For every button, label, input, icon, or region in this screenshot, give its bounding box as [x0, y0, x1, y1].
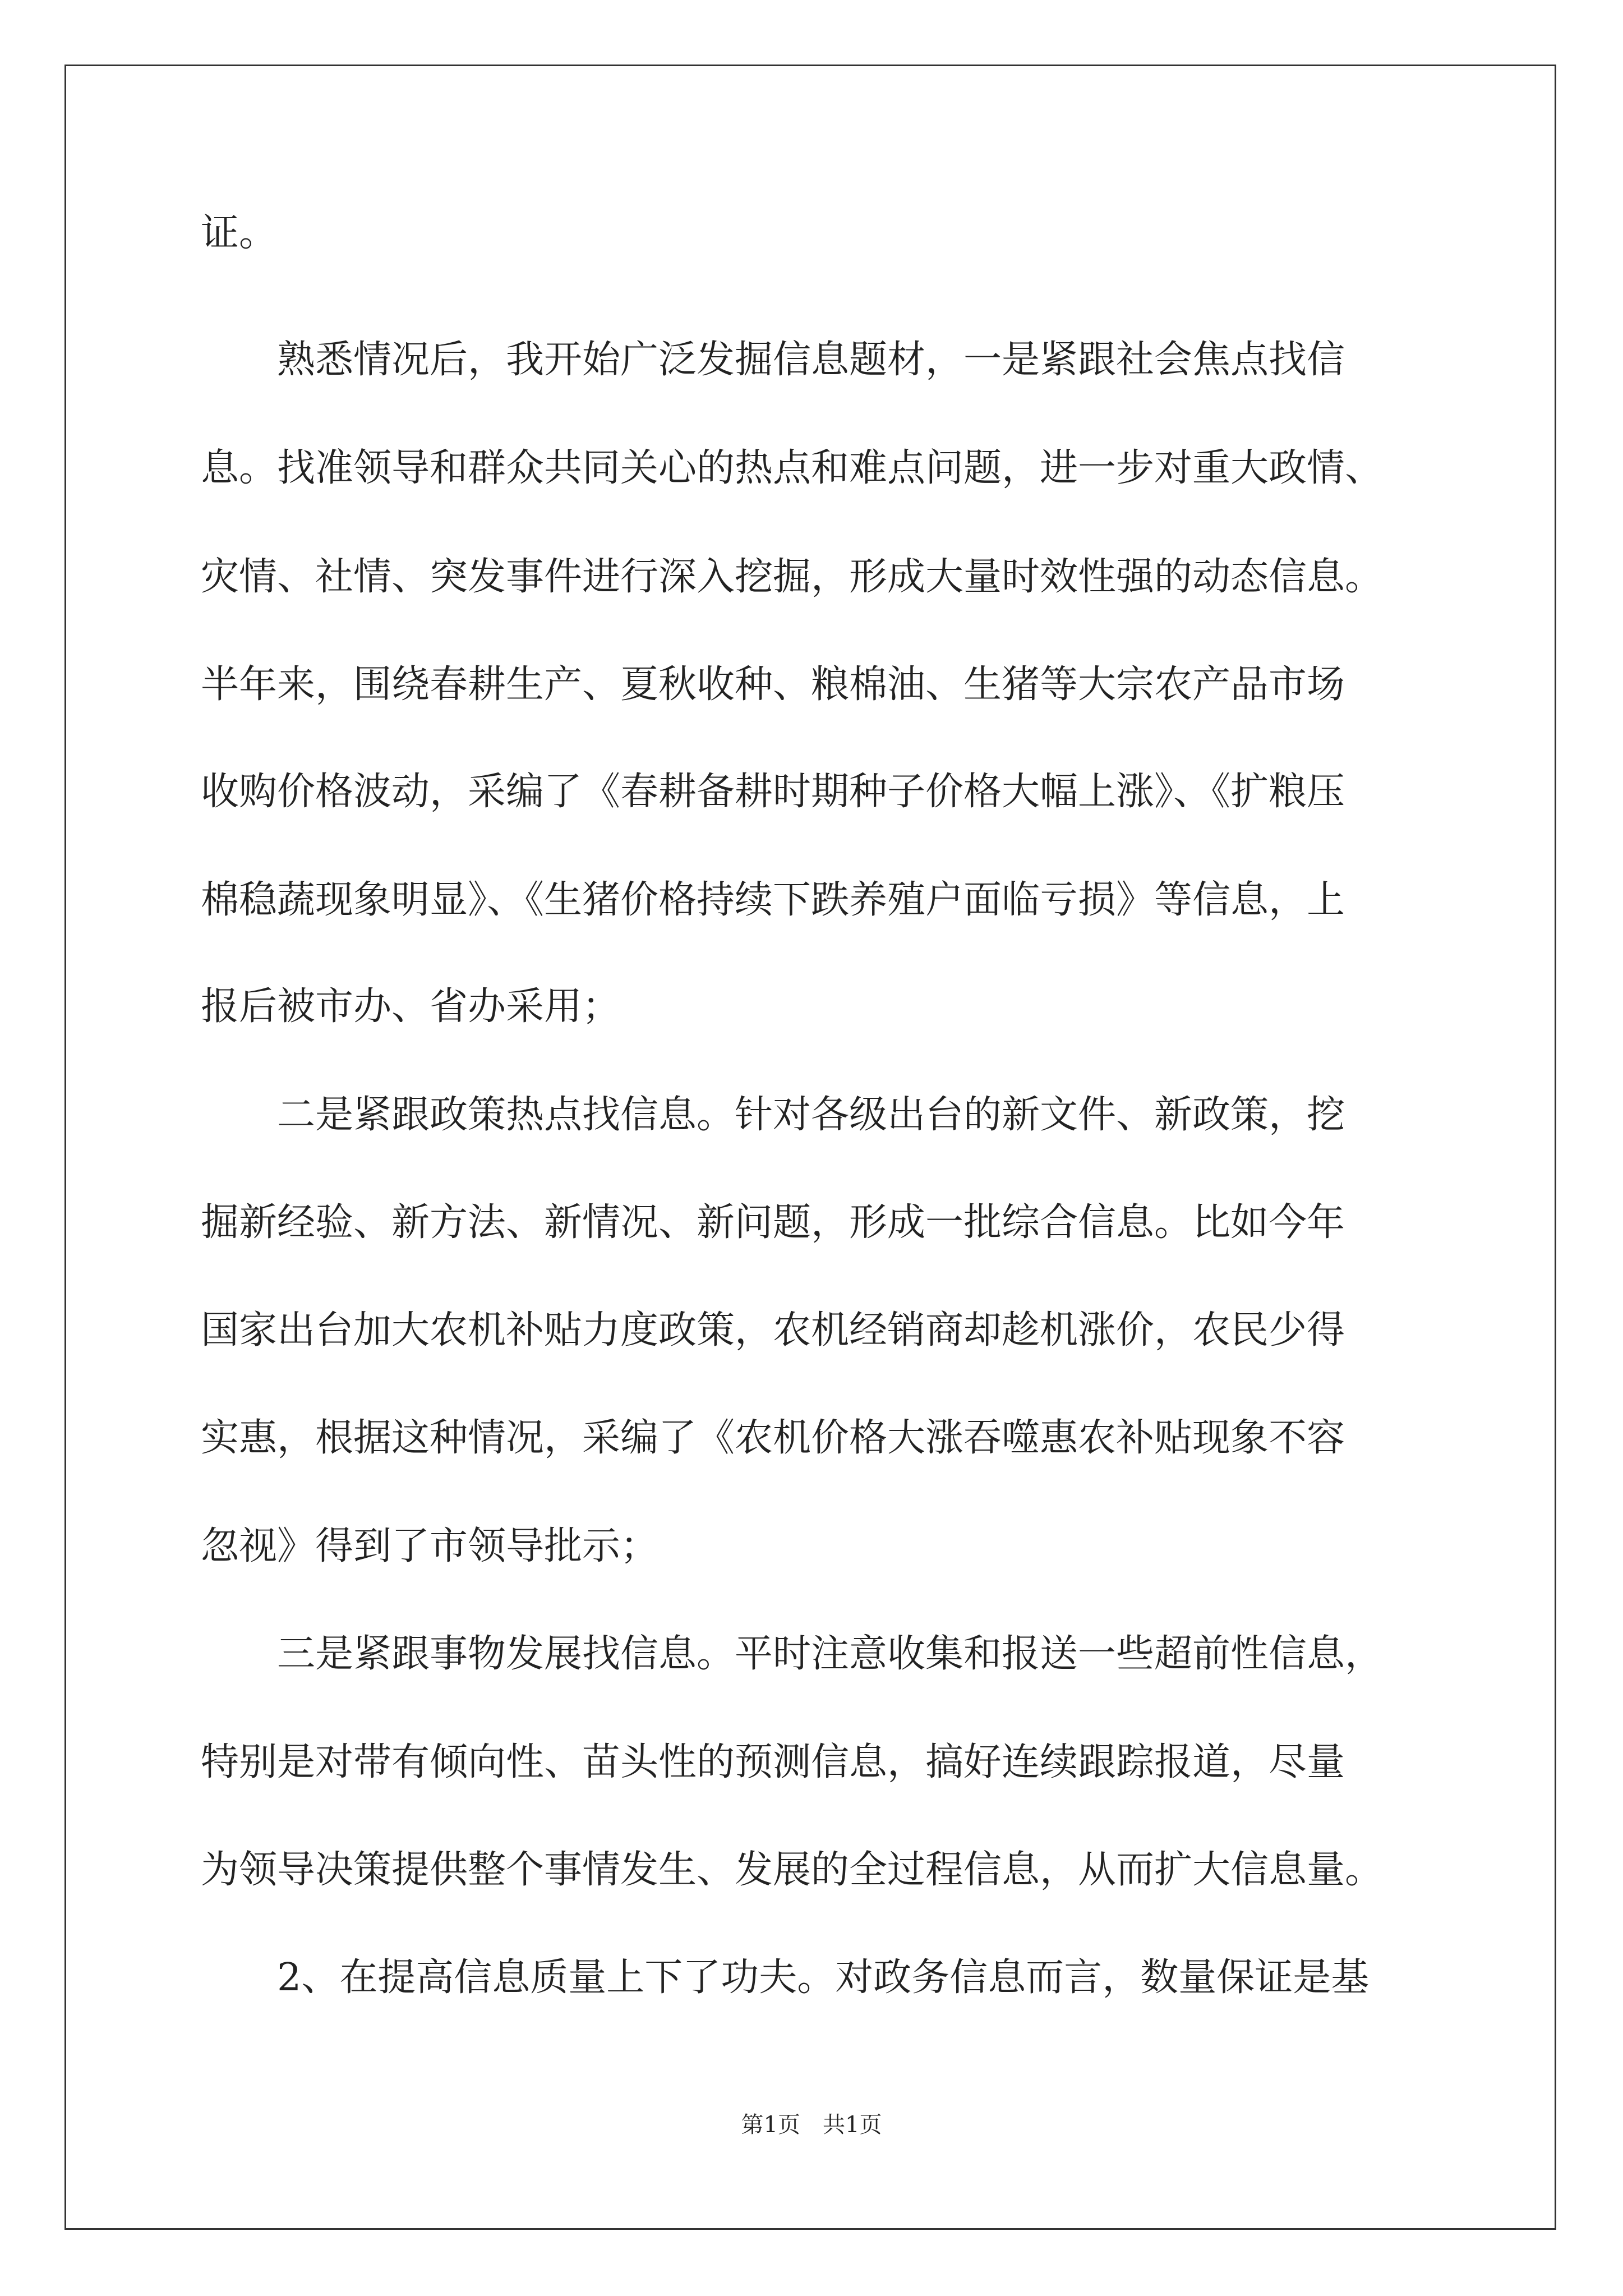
text-line: 息。找准领导和群众共同关心的热点和难点问题，进一步对重大政情、: [201, 446, 1384, 490]
text-line: 证。: [201, 211, 278, 255]
text-line: 国家出台加大农机补贴力度政策，农机经销商却趁机涨价，农民少得: [201, 1308, 1345, 1352]
text-line: 为领导决策提供整个事情发生、发展的全过程信息，从而扩大信息量。: [201, 1848, 1384, 1892]
text-line: 二是紧跟政策热点找信息。针对各级出台的新文件、新政策，挖: [201, 1093, 1345, 1137]
text-line: 特别是对带有倾向性、苗头性的预测信息，搞好连续跟踪报道，尽量: [201, 1740, 1345, 1784]
text-line: 棉稳蔬现象明显》、《生猪价格持续下跌养殖户面临亏损》等信息，上: [201, 878, 1345, 922]
text-line: 半年来，围绕春耕生产、夏秋收种、粮棉油、生猪等大宗农产品市场: [201, 662, 1345, 707]
text-line: 三是紧跟事物发展找信息。平时注意收集和报送一些超前性信息，: [201, 1632, 1384, 1676]
text-line: 熟悉情况后，我开始广泛发掘信息题材，一是紧跟社会焦点找信: [201, 338, 1345, 382]
text-line: 2、在提高信息质量上下了功夫。对政务信息而言，数量保证是基: [201, 1955, 1370, 2000]
text-line: 实惠，根据这种情况，采编了《农机价格大涨吞噬惠农补贴现象不容: [201, 1416, 1345, 1460]
text-line: 收购价格波动，采编了《春耕备耕时期种子价格大幅上涨》、《扩粮压: [201, 770, 1345, 814]
text-line: 忽视》得到了市领导批示；: [201, 1524, 659, 1568]
text-line: 灾情、社情、突发事件进行深入挖掘，形成大量时效性强的动态信息。: [201, 555, 1384, 599]
page-footer: 第1页 共1页: [741, 2112, 882, 2138]
page-border: [64, 65, 1556, 2230]
text-line: 报后被市办、省办采用；: [201, 984, 621, 1029]
text-line: 掘新经验、新方法、新情况、新问题，形成一批综合信息。比如今年: [201, 1200, 1345, 1245]
